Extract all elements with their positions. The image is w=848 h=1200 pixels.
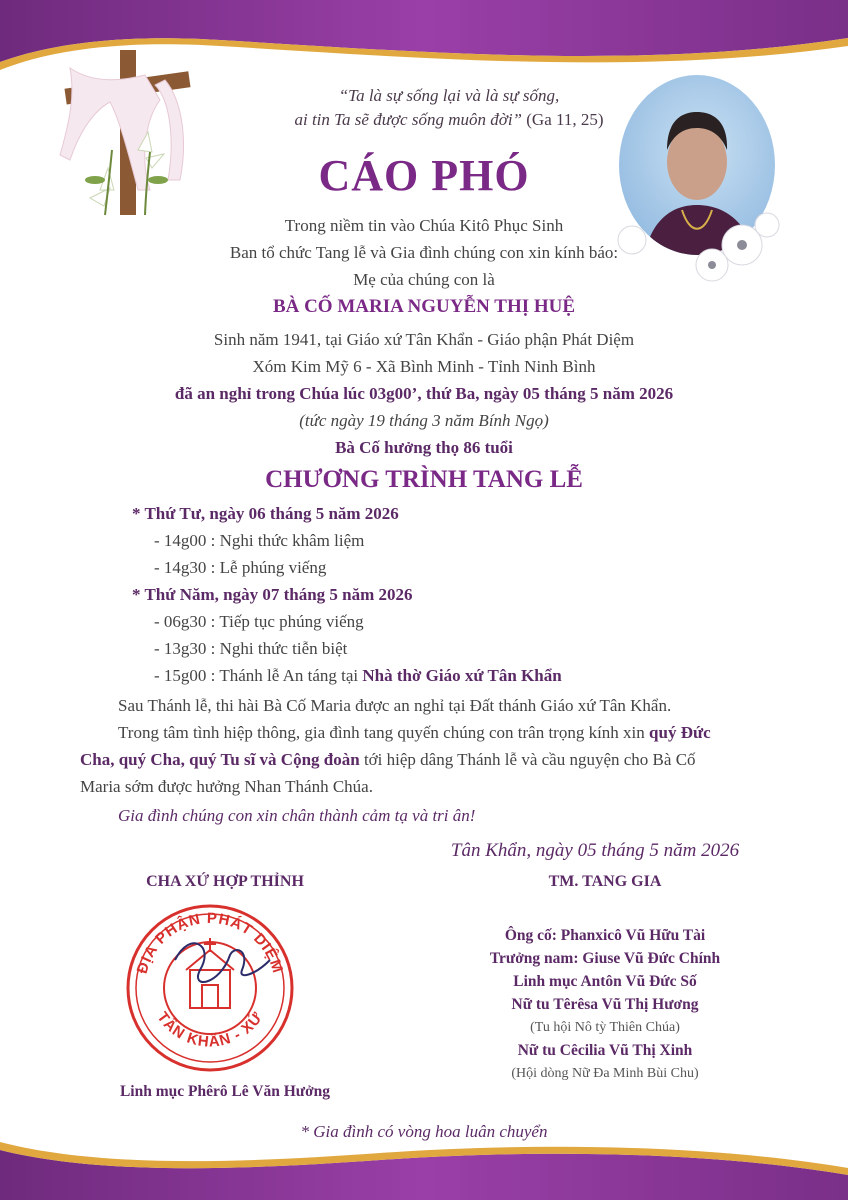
invite-text: tới hiệp dâng Thánh lễ và cầu nguyện cho Bà Cố — [359, 750, 696, 769]
family-note: (Tu hội Nô tỳ Thiên Chúa) — [530, 1020, 680, 1035]
intro-line: Ban tổ chức Tang lễ và Gia đình chúng con xin kính báo: — [229, 243, 619, 262]
schedule-item — [132, 662, 562, 689]
right-signature-title: TM. TANG GIA — [548, 873, 662, 890]
family-member: Linh mục Antôn Vũ Đức Số — [513, 973, 697, 990]
invite-text: Trong tâm tình hiệp thông, gia đình tang quyến chúng con trân trọng kính xin — [118, 723, 650, 742]
family-note: (Hội dòng Nữ Đa Minh Bùi Chu) — [511, 1066, 699, 1081]
church-name: Nhà thờ Giáo xứ Tân Khẩn — [362, 666, 562, 685]
schedule-item-prefix: - 15g00 : Thánh lễ An táng tại — [154, 666, 363, 685]
deceased-name: BÀ CỐ MARIA NGUYỄN THỊ HUỆ — [272, 296, 576, 317]
paragraph-invite-line2 — [80, 746, 780, 773]
thanks-line: Gia đình chúng con xin chân thành cảm tạ và tri ân! — [118, 806, 476, 825]
intro — [0, 212, 848, 293]
family-member: Ông cố: Phanxicô Vũ Hữu Tài — [504, 927, 706, 944]
footer-note: * Gia đình có vòng hoa luân chuyển — [300, 1122, 548, 1141]
program-schedule — [132, 500, 562, 689]
schedule-item: - 13g30 : Nghi thức tiễn biệt — [154, 639, 348, 658]
invite-bold: Cha, quý Cha, quý Tu sĩ và Cộng đoàn — [80, 750, 360, 769]
schedule-item: - 14g00 : Nghi thức khâm liệm — [154, 531, 365, 550]
family-member: Nữ tu Têrêsa Vũ Thị Hương — [511, 996, 699, 1013]
day1-heading: * Thứ Tư, ngày 06 tháng 5 năm 2026 — [132, 504, 399, 523]
date-place: Tân Khẩn, ngày 05 tháng 5 năm 2026 — [450, 840, 740, 861]
svg-text:TÂN KHẨN - XỨ — [154, 1008, 267, 1050]
family-member: Trưởng nam: Giuse Vũ Đức Chính — [489, 950, 721, 967]
paragraph-invite-line1 — [80, 719, 780, 746]
address-line: Xóm Kim Mỹ 6 - Xã Bình Minh - Tỉnh Ninh Bình — [252, 357, 596, 376]
seal-top-text: ĐỊA PHẬN PHÁT DIỆM — [133, 909, 287, 976]
bible-quote — [0, 84, 848, 132]
seal-bottom-text: TÂN KHẨN - XỨ — [153, 1008, 267, 1051]
day2-heading: * Thứ Năm, ngày 07 tháng 5 năm 2026 — [132, 585, 413, 604]
page-title: CÁO PHÓ — [318, 151, 530, 200]
quote-ref: (Ga 11, 25) — [526, 110, 604, 129]
lunar-date: (tức ngày 19 tháng 3 năm Bính Ngọ) — [299, 411, 549, 430]
program-title: CHƯƠNG TRÌNH TANG LỄ — [265, 466, 583, 493]
paragraph-invite-line3: Maria sớm được hưởng Nhan Thánh Chúa. — [80, 777, 373, 796]
intro-line: Trong niềm tin vào Chúa Kitô Phục Sinh — [284, 216, 564, 235]
family-member: Nữ tu Cêcilia Vũ Thị Xinh — [517, 1042, 693, 1059]
deceased-info — [0, 326, 848, 461]
family-members — [455, 924, 755, 1085]
age-line: Bà Cố hưởng thọ 86 tuổi — [335, 438, 513, 457]
parish-seal — [120, 900, 300, 1075]
priest-name: Linh mục Phêrô Lê Văn Hưởng — [119, 1083, 331, 1100]
quote-line2: ai tin Ta sẽ được sống muôn đời” — [294, 110, 522, 129]
body-paragraphs — [80, 692, 780, 829]
intro-line: Mẹ của chúng con là — [353, 270, 495, 289]
schedule-item: - 14g30 : Lễ phúng viếng — [154, 558, 327, 577]
schedule-item: - 06g30 : Tiếp tục phúng viếng — [154, 612, 364, 631]
left-signature-title: CHA XỨ HỢP THỈNH — [146, 873, 304, 890]
birth-line: Sinh năm 1941, tại Giáo xứ Tân Khẩn - Giáo phận Phát Diệm — [213, 330, 635, 349]
death-line: đã an nghỉ trong Chúa lúc 03g00’, thứ Ba, ngày 05 tháng 5 năm 2026 — [174, 384, 674, 403]
invite-bold: quý Đức — [649, 723, 711, 742]
quote-line1: “Ta là sự sống lại và là sự sống, — [338, 86, 560, 105]
paragraph-burial: Sau Thánh lễ, thi hài Bà Cố Maria được an nghỉ tại Đất thánh Giáo xứ Tân Khẩn. — [118, 696, 672, 715]
